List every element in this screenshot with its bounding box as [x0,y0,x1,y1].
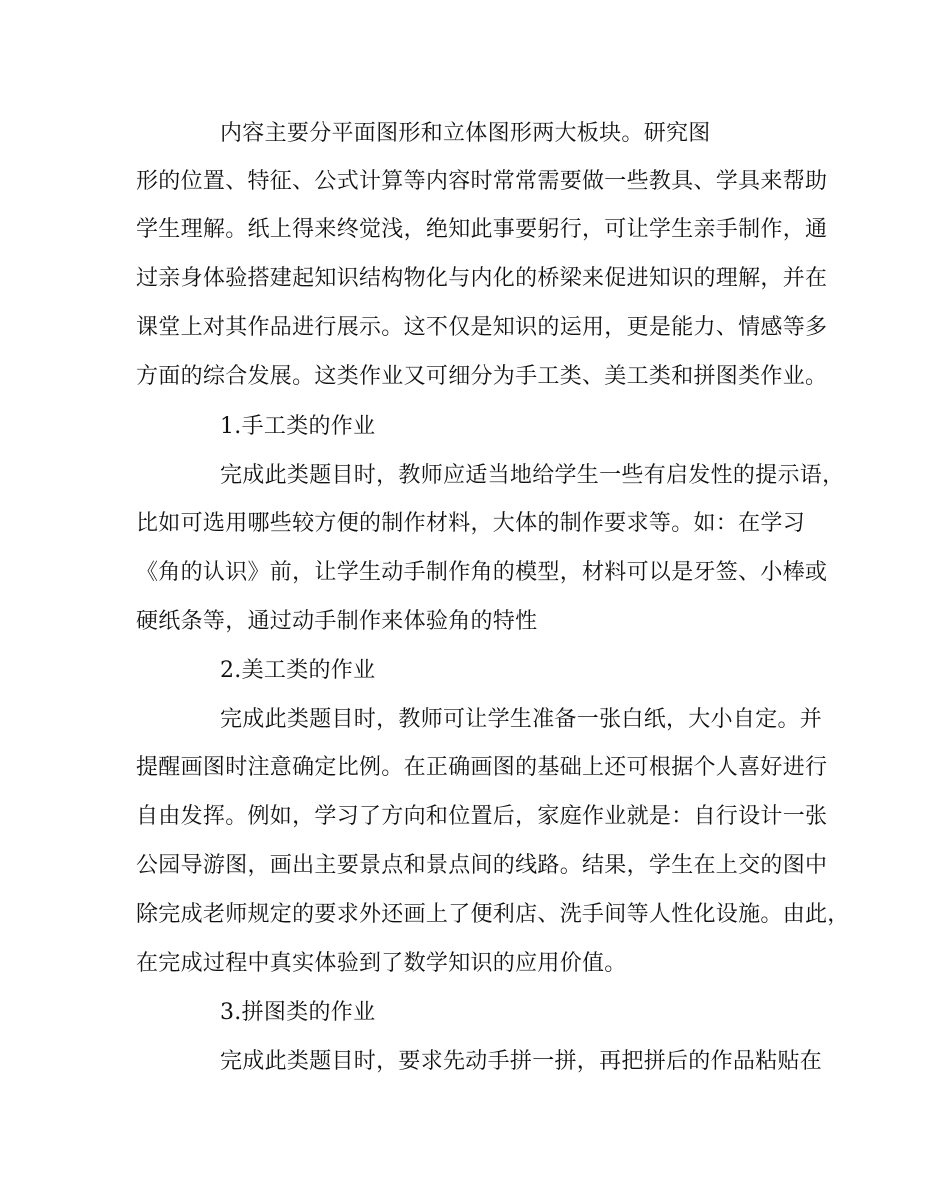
paragraph-line: 方面的综合发展。这类作业又可细分为手工类、美工类和拼图类作业。 [136,364,828,389]
paragraph-line: 在完成过程中真实体验到了数学知识的应用价值。 [136,951,627,976]
paragraph-line: 内容主要分平面图形和立体图形两大板块。研究图 [220,121,711,146]
paragraph-line: 公园导游图，画出主要景点和景点间的线路。结果，学生在上交的图中 [136,853,828,878]
paragraph-line: 完成此类题目时，教师应适当地给学生一些有启发性的提示语， [220,463,845,488]
section-heading: 3.拼图类的作业 [220,1000,376,1025]
paragraph-line: 除完成老师规定的要求外还画上了便利店、洗手间等人性化设施。由此， [136,902,850,927]
paragraph-line: 《角的认识》前，让学生动手制作角的模型，材料可以是牙签、小棒或 [136,560,828,585]
section-heading: 1.手工类的作业 [220,414,376,439]
section-heading: 2.美工类的作业 [220,658,376,683]
paragraph-line: 比如可选用哪些较方便的制作材料，大体的制作要求等。如：在学习 [136,511,806,536]
paragraph-line: 提醒画图时注意确定比例。在正确画图的基础上还可根据个人喜好进行 [136,755,828,780]
paragraph-line: 学生理解。纸上得来终觉浅，绝知此事要躬行，可让学生亲手制作，通 [136,217,828,242]
paragraph-line: 过亲身体验搭建起知识结构物化与内化的桥梁来促进知识的理解，并在 [136,266,828,291]
paragraph-line: 完成此类题目时，教师可让学生准备一张白纸，大小自定。并 [220,707,823,732]
paragraph-line: 硬纸条等，通过动手制作来体验角的特性 [136,609,538,634]
paragraph-line: 完成此类题目时，要求先动手拼一拼，再把拼后的作品粘贴在 [220,1049,823,1074]
paragraph-line: 形的位置、特征、公式计算等内容时常常需要做一些教具、学具来帮助 [136,169,828,194]
paragraph-line: 自由发挥。例如，学习了方向和位置后，家庭作业就是：自行设计一张 [136,804,828,829]
paragraph-line: 课堂上对其作品进行展示。这不仅是知识的运用，更是能力、情感等多 [136,315,828,340]
